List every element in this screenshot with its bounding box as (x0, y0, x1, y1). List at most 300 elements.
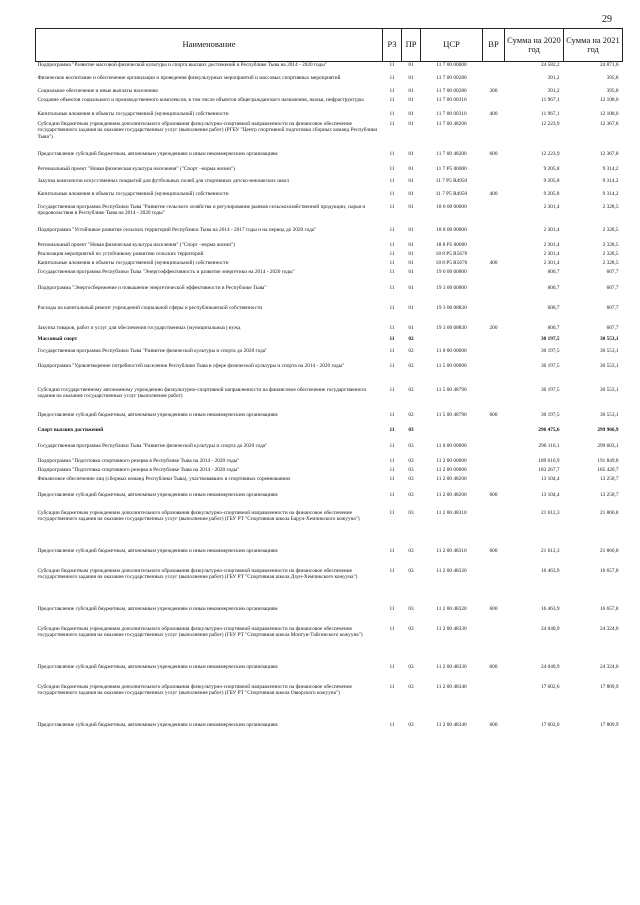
row-vr: 600 (489, 412, 498, 418)
table-row (36, 510, 623, 548)
row-name: Подпрограмма "Энергосбережение и повышение энергетической эффективности в Республике Тыва" (37, 285, 267, 291)
row-vr (483, 626, 505, 664)
row-csr (421, 336, 483, 348)
row-sum-2021: 9 314,2 (602, 178, 619, 184)
row-csr: 19 0 00 00000 (436, 269, 467, 275)
row-pr: 01 (408, 62, 414, 68)
row-sum-2021: 299 603,1 (597, 443, 619, 449)
row-vr: 600 (489, 548, 498, 554)
table-row (36, 151, 623, 166)
row-vr (483, 427, 505, 443)
row-name: Предоставление субсидий бюджетным, автономным учреждениям и иным некоммерческим организациям (37, 722, 278, 728)
row-csr: 11 7 P5 00000 (436, 166, 467, 172)
row-sum-2020: 296 116,1 (538, 443, 560, 449)
row-sum-2021: 13 258,7 (599, 492, 619, 498)
row-rz: 11 (389, 111, 395, 117)
row-rz: 11 (389, 269, 395, 275)
row-pr: 01 (408, 269, 414, 275)
row-sum-2021: 21 866,8 (599, 510, 619, 516)
row-sum-2020: 189 616,9 (538, 458, 560, 464)
row-pr: 03 (408, 606, 414, 612)
row-rz: 11 (389, 227, 395, 233)
row-rz: 11 (389, 260, 395, 266)
row-name: Предоставление субсидий бюджетным, автономным учреждениям и иным некоммерческим организациям (37, 548, 278, 554)
row-rz: 11 (389, 626, 395, 632)
row-pr: 03 (408, 626, 414, 632)
row-sum-2021: 12 108,0 (599, 111, 619, 117)
table-row (36, 548, 623, 568)
table-body (36, 62, 623, 743)
row-csr: 11 2 00 48200 (436, 476, 467, 482)
row-rz: 11 (389, 62, 395, 68)
row-sum-2020: 2 301,4 (543, 204, 560, 210)
row-vr (483, 458, 505, 467)
row-csr: 11 7 00 00310 (436, 97, 467, 103)
row-sum-2020: 24 040,9 (540, 664, 560, 670)
row-csr: 19 3 00 00000 (436, 285, 467, 291)
table-row (36, 260, 623, 269)
table-row (36, 251, 623, 260)
row-sum-2021: 9 314,2 (602, 191, 619, 197)
row-name: Капитальные вложения в объекты государственной (муниципальной) собственности (37, 111, 229, 117)
row-rz: 11 (389, 476, 395, 482)
row-pr: 03 (408, 664, 414, 670)
row-rz: 11 (389, 684, 395, 690)
row-sum-2021: 12 367,8 (599, 121, 619, 127)
row-sum-2021: 185 420,7 (597, 467, 619, 473)
row-rz: 11 (389, 97, 395, 103)
row-vr (483, 305, 505, 325)
row-sum-2021: 24 871,6 (599, 62, 619, 68)
row-sum-2020: 296 475,6 (538, 427, 560, 433)
table-row (36, 285, 623, 305)
row-name: Субсидии бюджетным учреждениям дополнительного образования физкультурно-спортивной направленности на финансовое обеспечение государственного задания на оказание государственных услуг (выполнение работ) (ГБУ РТ "Спортивная школа Монгун-Тайгинского кожууна") (37, 626, 363, 639)
row-csr (421, 427, 483, 443)
row-pr: 03 (408, 492, 414, 498)
row-sum-2020: 16 463,9 (540, 568, 560, 574)
row-csr: 11 7 P5 R4950 (435, 178, 468, 184)
row-sum-2021: 17 809,9 (599, 722, 619, 728)
row-sum-2020: 30 197,5 (540, 348, 560, 354)
row-pr: 01 (408, 260, 414, 266)
row-vr (483, 336, 505, 348)
row-vr: 400 (489, 191, 498, 197)
row-sum-2021: 2 328,5 (602, 251, 619, 257)
row-csr: 11 5 00 48790 (436, 412, 467, 418)
row-sum-2020: 600,7 (547, 269, 560, 275)
row-sum-2021: 2 328,5 (602, 242, 619, 248)
row-csr: 18 0 00 00000 (436, 204, 467, 210)
row-csr: 11 7 00 00280 (436, 88, 467, 94)
header-csr: ЦСР (421, 29, 483, 62)
row-pr: 02 (408, 363, 414, 369)
row-csr: 11 2 00 48330 (436, 664, 467, 670)
row-rz: 11 (389, 722, 395, 728)
row-name: Социальное обеспечение и иные выплаты населению (37, 88, 159, 94)
row-vr (483, 121, 505, 151)
row-sum-2020: 9 205,8 (543, 178, 560, 184)
row-name: Предоставление субсидий бюджетным, автономным учреждениям и иным некоммерческим организациям (37, 412, 278, 418)
row-vr (483, 443, 505, 458)
row-rz: 11 (389, 204, 395, 210)
row-sum-2020: 391,2 (547, 75, 560, 81)
row-name: Предоставление субсидий бюджетным, автономным учреждениям и иным некоммерческим организациям (37, 151, 278, 157)
table-row (36, 97, 623, 111)
row-vr: 600 (489, 492, 498, 498)
row-sum-2021: 2 328,5 (602, 204, 619, 210)
table-row (36, 75, 623, 88)
row-sum-2021: 12 367,8 (599, 151, 619, 157)
row-rz: 11 (389, 191, 395, 197)
row-name: Государственная программа Республики Тыва "Развитие сельского хозяйства и регулирование рынков сельскохозяйственной продукции, сырья и продовольствия в Республике Тыва на 2014 - 2020 годы" (37, 204, 366, 217)
table-row (36, 664, 623, 684)
table-row (36, 121, 623, 151)
row-sum-2020: 2 301,4 (543, 242, 560, 248)
table-row (36, 166, 623, 178)
row-sum-2020: 11 967,1 (541, 111, 560, 117)
row-vr: 400 (489, 260, 498, 266)
row-vr (483, 476, 505, 492)
row-vr: 600 (489, 151, 498, 157)
row-name: Спорт высших достижений (37, 427, 104, 433)
row-vr: 600 (489, 664, 498, 670)
table-row (36, 178, 623, 191)
row-vr (483, 467, 505, 476)
row-pr: 03 (408, 548, 414, 554)
row-rz: 11 (389, 548, 395, 554)
row-rz: 11 (389, 242, 395, 248)
table-row (36, 62, 623, 76)
row-name: Реализация мероприятий по устойчивому развитию сельских территорий (37, 251, 204, 257)
row-csr: 18 8 P5 00000 (436, 242, 467, 248)
row-rz: 11 (389, 336, 395, 342)
row-rz: 11 (389, 664, 395, 670)
row-sum-2021: 21 866,8 (599, 548, 619, 554)
row-pr: 03 (408, 467, 414, 473)
row-sum-2021: 30 553,1 (599, 336, 619, 342)
row-csr: 11 7 00 48200 (436, 151, 467, 157)
row-name: Региональный проект "Новая физическая культура населения" ("Спорт –норма жизни") (37, 166, 235, 172)
row-name: Подпрограмма "Развитие массовой физической культуры и спорта высших достижений в Республике Тыва на 2014 - 2020 годы" (37, 62, 327, 68)
row-csr: 11 7 00 48200 (436, 121, 467, 127)
row-csr: 11 5 00 48790 (436, 387, 467, 393)
table-row (36, 427, 623, 443)
row-sum-2021: 30 553,1 (599, 412, 619, 418)
table-row (36, 191, 623, 204)
row-name: Расходы на капитальный ремонт учреждений социальной сферы и республиканской собственности (37, 305, 263, 311)
row-csr: 11 0 00 00000 (436, 348, 467, 354)
row-rz: 11 (389, 387, 395, 393)
table-row (36, 269, 623, 285)
row-pr: 02 (408, 387, 414, 393)
row-sum-2020: 13 104,4 (540, 476, 560, 482)
row-vr: 400 (489, 111, 498, 117)
row-name: Субсидии бюджетным учреждениям дополнительного образования физкультурно-спортивной направленности на финансовое обеспечение государственного задания на оказание государственных услуг (выполнение работ) (ГБУ РТ "Спортивная школа Овюрского кожууна") (37, 684, 352, 697)
header-sum-2020: Сумма на 2020 год (505, 29, 564, 62)
row-csr: 11 2 00 48340 (436, 722, 467, 728)
row-csr: 11 2 00 00000 (436, 458, 467, 464)
row-rz: 11 (389, 285, 395, 291)
row-name: Субсидии бюджетным учреждениям дополнительного образования физкультурно-спортивной направленности на финансовое обеспечение государственного задания на оказание государственных услуг (выполнение работ) (ГБУ РТ "Спортивная школа Дзун-Хемчикского кожууна") (37, 568, 358, 581)
table-row (36, 443, 623, 458)
row-sum-2020: 183 267,7 (538, 467, 560, 473)
row-csr: 19 3 00 08830 (436, 325, 467, 331)
row-pr: 01 (408, 151, 414, 157)
table-row (36, 387, 623, 412)
row-csr: 11 2 00 48310 (436, 510, 467, 516)
row-vr (483, 510, 505, 548)
row-vr (483, 348, 505, 363)
row-name: Подпрограмма "Подготовка спортивного резерва в Республике Тыва на 2014 - 2020 годы" (37, 467, 240, 473)
row-rz: 11 (389, 492, 395, 498)
row-pr: 01 (408, 178, 414, 184)
row-vr (483, 204, 505, 227)
row-vr (483, 251, 505, 260)
header-sum-2021: Сумма на 2021 год (564, 29, 623, 62)
table-row (36, 492, 623, 510)
row-sum-2020: 600,7 (547, 325, 560, 331)
header-name: Наименование (36, 29, 383, 62)
table-row (36, 111, 623, 121)
row-sum-2020: 24 582,2 (540, 62, 560, 68)
row-sum-2021: 607,7 (606, 285, 619, 291)
row-pr: 02 (408, 348, 414, 354)
row-sum-2020: 12 223,9 (540, 121, 560, 127)
row-pr: 03 (408, 458, 414, 464)
table-row (36, 606, 623, 626)
row-sum-2021: 12 108,0 (599, 97, 619, 103)
row-vr (483, 363, 505, 387)
row-rz: 11 (389, 510, 395, 516)
row-sum-2021: 607,7 (606, 305, 619, 311)
table-row (36, 325, 623, 336)
row-pr: 03 (408, 568, 414, 574)
row-vr (483, 242, 505, 251)
row-rz: 11 (389, 348, 395, 354)
row-vr (483, 178, 505, 191)
row-pr: 02 (408, 336, 414, 342)
row-rz: 11 (389, 412, 395, 418)
row-vr (483, 97, 505, 111)
row-pr: 01 (408, 325, 414, 331)
row-name: Закупка товаров, работ и услуг для обеспечения государственных (муниципальных) нужд (37, 325, 241, 331)
row-vr: 600 (489, 722, 498, 728)
row-csr: 11 5 00 00000 (436, 363, 467, 369)
row-pr: 01 (408, 121, 414, 127)
row-sum-2020: 17 602,6 (540, 722, 560, 728)
row-sum-2020: 21 612,3 (540, 510, 560, 516)
table-row (36, 458, 623, 467)
row-name: Капитальные вложения в объекты государственной (муниципальной) собственности (37, 260, 229, 266)
row-vr (483, 387, 505, 412)
row-name: Предоставление субсидий бюджетным, автономным учреждениям и иным некоммерческим организациям (37, 664, 278, 670)
row-sum-2021: 299 966,9 (597, 427, 619, 433)
row-csr: 11 2 00 48320 (436, 606, 467, 612)
row-sum-2020: 11 967,1 (541, 97, 560, 103)
table-row (36, 476, 623, 492)
row-name: Государственная программа Республики Тыва "Развитие физической культуры и спорта до 2020 года" (37, 348, 268, 354)
row-name: Создание объектов социального и производственного комплексов, в том числе объектов общегражданского назначения, жилья, инфраструктуры (37, 97, 364, 103)
row-name: Региональный проект "Новая физическая культура населения" ("Спорт –норма жизни") (37, 242, 235, 248)
row-sum-2021: 16 657,8 (599, 606, 619, 612)
row-rz: 11 (389, 568, 395, 574)
row-vr (483, 166, 505, 178)
row-vr (483, 62, 505, 76)
row-pr: 01 (408, 88, 414, 94)
row-pr: 03 (408, 427, 414, 433)
row-name: Субсидии бюджетным учреждениям дополнительного образования физкультурно-спортивной направленности на финансовое обеспечение государственного задания на оказание государственных услуг (выполнение работ) (РГБУ "Центр спортивной подготовки сборных команд Республики Тыва") (37, 121, 378, 140)
row-sum-2020: 16 463,9 (540, 606, 560, 612)
row-csr: 11 2 00 48330 (436, 626, 467, 632)
row-pr: 03 (408, 510, 414, 516)
row-sum-2021: 191 849,8 (597, 458, 619, 464)
row-vr (483, 269, 505, 285)
row-rz: 11 (389, 151, 395, 157)
row-pr: 01 (408, 251, 414, 257)
row-vr (483, 285, 505, 305)
row-pr: 01 (408, 285, 414, 291)
row-csr: 11 2 00 48320 (436, 568, 467, 574)
row-sum-2021: 30 553,1 (599, 348, 619, 354)
row-vr: 200 (489, 325, 498, 331)
row-csr: 11 2 00 00000 (436, 467, 467, 473)
header-vr: ВР (483, 29, 505, 62)
row-sum-2021: 2 328,5 (602, 227, 619, 233)
row-name: Подпрограмма "Удовлетворение потребностей населения Республики Тыва в сфере физической культуры и спорта на 2014 - 2020 годы" (37, 363, 345, 369)
row-sum-2021: 16 657,8 (599, 568, 619, 574)
row-pr: 02 (408, 412, 414, 418)
table-row (36, 305, 623, 325)
row-name: Предоставление субсидий бюджетным, автономным учреждениям и иным некоммерческим организациям (37, 492, 278, 498)
row-name: Подпрограмма "Устойчивое развитие сельских территорий Республики Тыва на 2014 - 2017 годы и на период до 2020 года" (37, 227, 317, 233)
table-row (36, 363, 623, 387)
row-sum-2020: 17 602,6 (540, 684, 560, 690)
row-rz: 11 (389, 458, 395, 464)
row-csr: 18 8 P5 R5670 (435, 251, 468, 257)
header-pr: ПР (402, 29, 421, 62)
row-name: Государственная программа Республики Тыва "Энергоэффективность и развитие энергетики на 2014 - 2020 годы" (37, 269, 295, 275)
row-csr: 11 2 00 48340 (436, 684, 467, 690)
row-sum-2020: 13 104,4 (540, 492, 560, 498)
row-sum-2020: 30 197,5 (540, 412, 560, 418)
row-name: Массовый спорт (37, 336, 78, 342)
row-vr (483, 75, 505, 88)
row-sum-2021: 9 314,2 (602, 166, 619, 172)
row-csr: 11 7 00 00000 (436, 62, 467, 68)
table-row (36, 568, 623, 606)
row-pr: 01 (408, 242, 414, 248)
row-vr (483, 568, 505, 606)
row-sum-2021: 30 553,1 (599, 363, 619, 369)
row-rz: 11 (389, 325, 395, 331)
row-csr: 11 0 00 00000 (436, 443, 467, 449)
row-sum-2020: 600,7 (547, 285, 560, 291)
row-rz: 11 (389, 606, 395, 612)
row-rz: 11 (389, 251, 395, 257)
row-pr: 01 (408, 97, 414, 103)
table-header (36, 29, 623, 62)
row-rz: 11 (389, 178, 395, 184)
row-name: Подпрограмма "Подготовка спортивного резерва в Республике Тыва на 2014 - 2020 годы" (37, 458, 240, 464)
row-pr: 01 (408, 227, 414, 233)
row-csr: 18 8 P5 R5670 (435, 260, 468, 266)
row-name: Финансовое обеспечение лиц (сборных команд Республики Тыва), участвовавших в спортивных соревнованиях (37, 476, 291, 482)
row-name: Капитальные вложения в объекты государственной (муниципальной) собственности (37, 191, 229, 197)
row-sum-2020: 30 197,5 (540, 363, 560, 369)
row-sum-2020: 2 301,4 (543, 227, 560, 233)
row-csr: 18 8 00 00000 (436, 227, 467, 233)
row-rz: 11 (389, 166, 395, 172)
row-name: Субсидии бюджетным учреждениям дополнительного образования физкультурно-спортивной направленности на финансовое обеспечение государственного задания на оказание государственных услуг (выполнение работ) (ГБУ РТ "Спортивная школа Барун-Хемчикского кожууна") (37, 510, 360, 523)
row-rz: 11 (389, 305, 395, 311)
row-sum-2020: 2 301,4 (543, 251, 560, 257)
row-sum-2020: 9 205,8 (543, 166, 560, 172)
page-number: 29 (602, 14, 612, 25)
row-pr: 03 (408, 684, 414, 690)
row-pr: 01 (408, 204, 414, 210)
row-pr: 01 (408, 305, 414, 311)
table-row (36, 467, 623, 476)
table-row (36, 348, 623, 363)
row-sum-2021: 13 258,7 (599, 476, 619, 482)
row-rz: 11 (389, 121, 395, 127)
row-sum-2020: 30 197,5 (540, 387, 560, 393)
row-rz: 11 (389, 427, 395, 433)
row-rz: 11 (389, 88, 395, 94)
row-sum-2020: 24 040,9 (540, 626, 560, 632)
row-name: Физическое воспитание и обеспечение организации и проведения физкультурных мероприятий и массовых спортивных мероприятий (37, 75, 341, 81)
table-row (36, 242, 623, 251)
row-sum-2021: 2 328,5 (602, 260, 619, 266)
row-rz: 11 (389, 443, 395, 449)
row-pr: 03 (408, 476, 414, 482)
row-name: Закупка комплектов искусственных покрытий для футбольных полей для спортивных детско-юношеских школ (37, 178, 289, 184)
row-sum-2021: 24 324,0 (599, 664, 619, 670)
row-sum-2021: 607,7 (606, 325, 619, 331)
row-rz: 11 (389, 363, 395, 369)
row-pr: 01 (408, 191, 414, 197)
table-row (36, 88, 623, 97)
table-row (36, 204, 623, 227)
table-row (36, 412, 623, 427)
budget-table (35, 28, 623, 742)
row-rz: 11 (389, 75, 395, 81)
row-vr (483, 684, 505, 722)
row-pr: 03 (408, 722, 414, 728)
row-vr (483, 227, 505, 242)
row-pr: 01 (408, 111, 414, 117)
row-sum-2021: 24 324,0 (599, 626, 619, 632)
row-sum-2020: 30 197,5 (540, 336, 560, 342)
row-sum-2020: 2 301,4 (543, 260, 560, 266)
table-row (36, 227, 623, 242)
row-sum-2021: 395,8 (606, 75, 619, 81)
row-name: Субсидии государственному автономному учреждению физкультурно-спортивной направленности на финансовое обеспечение государственного задания на оказание государственных услуг (выполнение работ) (37, 387, 367, 400)
row-sum-2020: 21 612,3 (540, 548, 560, 554)
row-csr: 11 2 00 48310 (436, 548, 467, 554)
row-csr: 11 2 00 48200 (436, 492, 467, 498)
header-rz: РЗ (383, 29, 402, 62)
row-pr: 01 (408, 75, 414, 81)
row-name: Государственная программа Республики Тыва "Развитие физической культуры и спорта до 2020 года" (37, 443, 268, 449)
row-sum-2020: 600,7 (547, 305, 560, 311)
row-vr: 300 (489, 88, 498, 94)
table-row (36, 684, 623, 722)
row-sum-2020: 391,2 (547, 88, 560, 94)
row-csr: 11 7 00 00310 (436, 111, 467, 117)
row-csr: 11 7 00 00280 (436, 75, 467, 81)
row-pr: 01 (408, 166, 414, 172)
